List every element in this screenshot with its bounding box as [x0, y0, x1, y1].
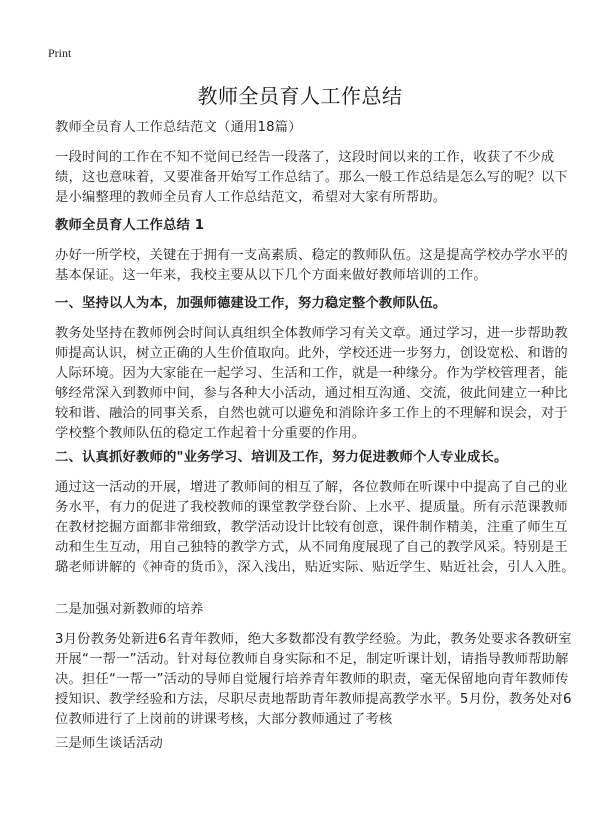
paragraph-two: 通过这一活动的开展，增进了教师间的相互了解，各位教师在听课中中提高了自己的业务水平，有力的促进了我校教师的课堂教学登台阶、上水平、提质量。所有示范课教师在教材挖掘方面都非常细致，教学活动设计比较有创意，课件制作精美，注重了师生互动和生生互动，用自己独特的教学方式，从不同角度展现了自己的教学风采。特别是王璐老师讲解的《神奇的货币》，深入浅出，贴近实际、贴近学生、贴近社会，引人入胜。	[55, 480, 575, 575]
intro-paragraph: 一段时间的工作在不知不觉间已经告一段落了，这段时间以来的工作，收获了不少成绩，这也意味着，又要准备开始写工作总结了。那么一般工作总结是怎么写的呢？以下是小编整理的教师全员育人工作总结范文，希望对大家有所帮助。	[55, 150, 568, 205]
subheading-talks: 三是师生谈话活动	[55, 736, 163, 751]
document-subtitle: 教师全员育人工作总结范文（通用18篇）	[55, 120, 302, 135]
subheading-new-teachers: 二是加强对新教师的培养	[55, 602, 204, 617]
paragraph-one: 教务处坚持在教师例会时间认真组织全体教师学习有关文章。通过学习，进一步帮助教师提高认识，树立正确的人生价值取向。此外，学校还进一步努力，创设宽松、和谐的人际环境。因为大家能在一起学习、生活和工作，就是一种缘分。作为学校管理者，能够经常深入到教师中间，参与各种大小活动，通过相互沟通、交流，彼此间建立一种比较和谐、融洽的同事关系，自然也就可以避免和消除许多工作上的不理解和误会，对于学校整个教师队伍的稳定工作起着十分重要的作用。	[55, 326, 568, 441]
section-title: 教师全员育人工作总结 1	[55, 218, 205, 233]
heading-one: 一、坚持以人为本，加强师德建设工作，努力稳定整个教师队伍。	[55, 296, 447, 311]
paragraph-three: 3月份教务处新进6名青年教师，绝大多数都没有教学经验。为此，教务处要求各教研室开展“一帮一”活动。针对每位教师自身实际和不足，制定听课计划，请指导教师帮助解决。担任“一帮一”活动的导师自觉履行培养青年教师的职责，毫无保留地向青年教师传授知识、教学经验和方法，尽职尽责地帮助青年教师提高教学水平。5月份，教务处对6位教师进行了上岗前的讲课考核，大部分教师通过了考核	[55, 632, 572, 727]
heading-two: 二、认真抓好教师的"业务学习、培训及工作，努力促进教师个人专业成长。	[55, 450, 508, 465]
document-title: 教师全员育人工作总结	[197, 84, 403, 108]
section-intro-paragraph: 办好一所学校，关键在于拥有一支高素质、稳定的教师队伍。这是提高学校办学水平的基本保证。这一年来，我校主要从以下几个方面来做好教师培训的工作。	[55, 248, 568, 283]
print-label: Print	[48, 46, 72, 60]
